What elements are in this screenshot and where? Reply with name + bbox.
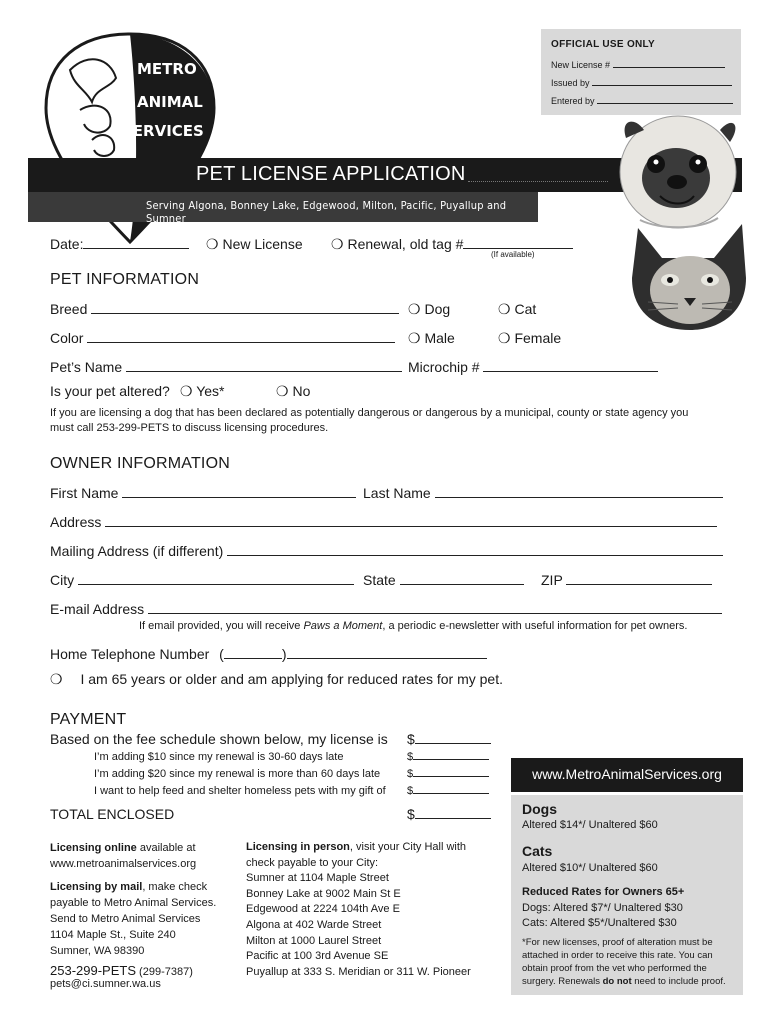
dog-option[interactable]	[408, 301, 450, 318]
serving-text: Serving Algona, Bonney Lake, Edgewood, Milton, Pacific, Puyallup and Sumner	[146, 199, 507, 225]
dollar-sign: $	[407, 751, 414, 763]
licensing-online-rest: available at	[136, 842, 196, 854]
altered-yes-label: Yes*	[196, 383, 225, 399]
reduced-rates-heading: Reduced Rates for Owners 65+	[522, 886, 685, 898]
licensing-in-person-block	[246, 840, 496, 980]
address-row	[50, 514, 717, 530]
color-row	[50, 330, 395, 346]
email-field[interactable]	[148, 613, 722, 614]
title-dots	[468, 181, 608, 182]
cat-radio-icon[interactable]: ❍	[498, 301, 511, 317]
new-license-option[interactable]	[206, 236, 303, 253]
city-hall-line: Edgewood at 2224 104th Ave E	[246, 903, 400, 916]
email-newsletter-note	[139, 620, 687, 632]
pet-name-field[interactable]	[126, 371, 402, 372]
licensing-in-person-rest: , visit your City Hall with	[349, 841, 467, 853]
official-new-license-label: New License #	[551, 60, 611, 70]
phone-number: 253-299-PETS	[50, 963, 136, 978]
microchip-row	[408, 359, 658, 375]
official-new-license-field[interactable]	[613, 67, 725, 68]
breed-field[interactable]	[91, 313, 399, 314]
senior-option[interactable]	[50, 671, 503, 688]
logo-line-3: SERVICES	[122, 122, 204, 140]
altered-no-label: No	[292, 383, 311, 399]
page-title: PET LICENSE APPLICATION	[196, 163, 466, 185]
donation-field[interactable]	[413, 793, 489, 794]
female-label: Female	[514, 330, 562, 346]
dog-label: Dog	[424, 301, 451, 317]
note-emphasis: do not	[602, 976, 632, 987]
website-link[interactable]: www.metroanimalservices.org	[50, 858, 197, 870]
late-30-label: I’m adding $10 since my renewal is 30-60 days late	[94, 751, 344, 763]
altered-no-option[interactable]	[276, 383, 310, 400]
new-license-label: New License	[222, 236, 303, 252]
city-hall-line: Pacific at 100 3rd Avenue SE	[246, 950, 389, 963]
licensing-mail-rest: , make check	[142, 881, 208, 893]
website-bar	[511, 758, 743, 792]
home-phone-field[interactable]	[287, 658, 487, 659]
city-hall-line: Sumner at 1104 Maple Street	[246, 872, 389, 885]
color-field[interactable]	[87, 342, 395, 343]
city-hall-line: Milton at 1000 Laurel Street	[246, 934, 382, 947]
late-30-amount	[407, 751, 489, 763]
mail-line: 1104 Maple St., Suite 240	[50, 929, 176, 941]
licensing-online-text	[50, 840, 240, 856]
fee-schedule-box	[511, 795, 743, 995]
licensing-online-heading: Licensing online	[50, 842, 137, 854]
mailing-address-label: Mailing Address (if different)	[50, 543, 224, 559]
cats-heading: Cats	[522, 843, 553, 859]
email-note-part-2: , a periodic e-newsletter with useful information for pet owners.	[382, 620, 688, 632]
mail-line: Sumner, WA 98390	[50, 945, 145, 957]
home-phone-row	[50, 646, 487, 662]
senior-radio-icon[interactable]: ❍	[50, 671, 63, 687]
licensing-online-block	[50, 840, 240, 872]
payment-heading: PAYMENT	[50, 711, 127, 728]
license-fee-field[interactable]	[415, 743, 491, 744]
microchip-label: Microchip #	[408, 359, 480, 375]
official-entered-by-row	[551, 96, 733, 106]
zip-row	[541, 572, 712, 588]
city-hall-line: Bonney Lake at 9002 Main St E	[246, 887, 401, 900]
licensing-mail-heading: Licensing by mail	[50, 881, 143, 893]
total-enclosed-label: TOTAL ENCLOSED	[50, 806, 175, 822]
cat-label: Cat	[514, 301, 537, 317]
male-radio-icon[interactable]: ❍	[408, 330, 421, 346]
dollar-sign: $	[407, 768, 414, 780]
official-entered-by-field[interactable]	[597, 103, 733, 104]
mail-line: Send to Metro Animal Services	[50, 913, 201, 925]
city-row	[50, 572, 354, 588]
reduced-cats-fees: Cats: Altered $5*/Unaltered $30	[522, 917, 677, 929]
male-label: Male	[424, 330, 455, 346]
pet-name-row	[50, 359, 402, 375]
dog-radio-icon[interactable]: ❍	[408, 301, 421, 317]
website-banner[interactable]: www.MetroAnimalServices.org	[532, 766, 722, 782]
dogs-fees: Altered $14*/ Unaltered $60	[522, 819, 658, 831]
renewal-label: Renewal, old tag #	[347, 236, 464, 252]
phone-digits: (299-7387)	[136, 966, 193, 978]
official-entered-by-label: Entered by	[551, 96, 595, 106]
contact-email[interactable]: pets@ci.sumner.wa.us	[50, 978, 161, 990]
official-use-box	[541, 29, 741, 115]
altered-yes-option[interactable]	[180, 383, 225, 400]
altered-no-radio-icon[interactable]: ❍	[276, 383, 289, 399]
state-label: State	[363, 572, 396, 588]
altered-question: Is your pet altered?	[50, 383, 170, 399]
late-30-field[interactable]	[413, 759, 489, 760]
dollar-sign: $	[407, 806, 415, 822]
late-60-label: I’m adding $20 since my renewal is more than 60 days late	[94, 768, 381, 780]
licensing-in-person-text	[246, 840, 496, 856]
pug-photo	[600, 108, 750, 233]
pet-info-heading: PET INFORMATION	[50, 271, 200, 288]
cats-fees: Altered $10*/ Unaltered $60	[522, 862, 658, 874]
last-name-row	[363, 485, 723, 501]
license-fee-amount	[407, 731, 491, 747]
total-enclosed-amount	[407, 806, 491, 822]
owner-info-heading: OWNER INFORMATION	[50, 455, 230, 472]
color-label: Color	[50, 330, 84, 346]
donation-label: I want to help feed and shelter homeless pets with my gift of	[94, 785, 386, 797]
licensing-in-person-heading: Licensing in person	[246, 841, 350, 853]
total-enclosed-field[interactable]	[415, 818, 491, 819]
late-60-amount	[407, 768, 489, 780]
email-note-part-1: If email provided, you will receive	[139, 620, 304, 632]
official-issued-by-row	[551, 78, 732, 88]
date-label: Date:	[50, 236, 84, 252]
city-hall-line: check payable to your City:	[246, 856, 379, 869]
dollar-sign: $	[407, 731, 415, 747]
first-name-label: First Name	[50, 485, 119, 501]
licensing-mail-text	[50, 879, 240, 895]
email-row	[50, 601, 722, 617]
dogs-heading: Dogs	[522, 801, 557, 817]
if-available-note: (If available)	[491, 250, 535, 259]
male-option[interactable]	[408, 330, 455, 347]
first-name-field[interactable]	[122, 497, 356, 498]
female-radio-icon[interactable]: ❍	[498, 330, 511, 346]
official-issued-by-label: Issued by	[551, 78, 590, 88]
city-hall-line: Algona at 402 Warde Street	[246, 918, 382, 931]
last-name-label: Last Name	[363, 485, 431, 501]
mailing-address-row	[50, 543, 723, 559]
reduced-dogs-fees: Dogs: Altered $7*/ Unaltered $30	[522, 902, 683, 914]
city-hall-line: Puyallup at 333 S. Meridian or 311 W. Pioneer	[246, 965, 471, 978]
breed-row	[50, 301, 399, 317]
area-code-open: (	[219, 646, 224, 662]
newsletter-name: Paws a Moment	[303, 620, 383, 632]
logo-line-2: ANIMAL	[137, 93, 203, 111]
senior-label: I am 65 years or older and am applying for reduced rates for my pet.	[80, 671, 503, 687]
altered-yes-radio-icon[interactable]: ❍	[180, 383, 193, 399]
donation-amount	[407, 785, 489, 797]
late-60-field[interactable]	[413, 776, 489, 777]
mail-line: payable to Metro Animal Services.	[50, 897, 217, 909]
city-field[interactable]	[78, 584, 354, 585]
new-license-radio-icon[interactable]: ❍	[206, 236, 219, 252]
licensing-mail-block	[50, 879, 240, 959]
last-name-field[interactable]	[435, 497, 723, 498]
logo-line-1: METRO	[137, 60, 197, 78]
first-name-row	[50, 485, 356, 501]
area-code-field[interactable]	[224, 658, 282, 659]
area-code-close: )	[281, 646, 287, 662]
state-field[interactable]	[400, 584, 524, 585]
address-label: Address	[50, 514, 102, 530]
date-field[interactable]	[83, 248, 189, 249]
renewal-radio-icon[interactable]: ❍	[331, 236, 344, 252]
dollar-sign: $	[407, 785, 414, 797]
cat-photo	[618, 218, 758, 333]
renewal-option[interactable]	[331, 236, 573, 253]
home-phone-label: Home Telephone Number	[50, 646, 210, 662]
address-field[interactable]	[105, 526, 717, 527]
serving-bar	[28, 192, 538, 225]
old-tag-field[interactable]	[463, 248, 573, 249]
city-label: City	[50, 572, 75, 588]
breed-label: Breed	[50, 301, 88, 317]
email-label: E-mail Address	[50, 601, 145, 617]
female-option[interactable]	[498, 330, 561, 347]
state-row	[363, 572, 524, 588]
note-part-1: *For new licenses, proof of alteration must be attached in order to receive this rate. You can obtain proof from the vet who performed the surgery. Renewals	[522, 937, 713, 987]
microchip-field[interactable]	[483, 371, 658, 372]
official-use-title: OFFICIAL USE ONLY	[551, 39, 656, 50]
dangerous-dog-warning: If you are licensing a dog that has been declared as potentially dangerous or dangerous by a municipal, county or state agency you must call 253-299-PETS to discuss licensing procedures.	[50, 407, 689, 434]
mailing-address-field[interactable]	[227, 555, 723, 556]
alteration-proof-note	[522, 936, 737, 988]
license-fee-label: Based on the fee schedule shown below, my license is	[50, 731, 388, 747]
pet-name-label: Pet’s Name	[50, 359, 123, 375]
official-issued-by-field[interactable]	[592, 85, 732, 86]
note-part-2: need to include proof.	[631, 976, 726, 987]
zip-field[interactable]	[566, 584, 712, 585]
date-row	[50, 236, 189, 252]
cat-option[interactable]	[498, 301, 536, 318]
official-new-license-row	[551, 60, 725, 70]
zip-label: ZIP	[541, 572, 563, 588]
